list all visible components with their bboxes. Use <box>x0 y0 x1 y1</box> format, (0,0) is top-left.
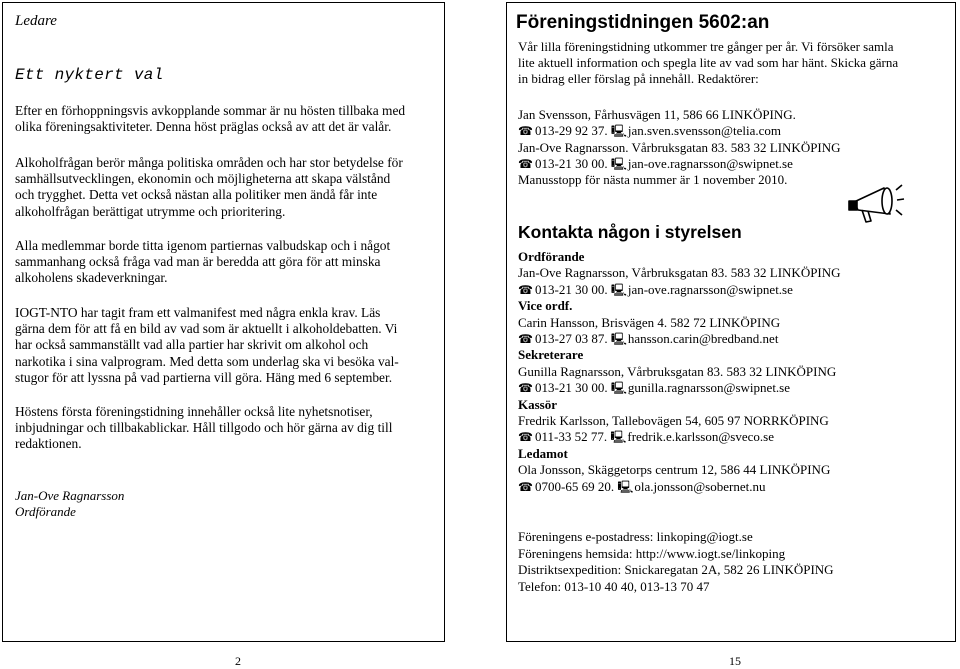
editor-email: jan-ove.ragnarsson@swipnet.se <box>627 155 793 171</box>
computer-icon: 🖳 <box>617 479 634 494</box>
association-website: Föreningens hemsida: http://www.iogt.se/linkoping <box>518 545 786 561</box>
editors-list <box>518 107 841 188</box>
board-address: Carin Hansson, Brisvägen 4. 582 72 LINKÖPING <box>518 314 781 330</box>
board-email: fredrik.e.karlsson@sveco.se <box>627 429 774 445</box>
board-list <box>518 249 841 495</box>
info-column <box>506 2 956 642</box>
board-phone: 013-21 30 00. <box>535 281 608 297</box>
board-email: gunilla.ragnarsson@swipnet.se <box>627 380 791 396</box>
board-title: Kontakta någon i styrelsen <box>518 222 742 242</box>
paragraph-2: Alkoholfrågan berör många politiska områden och har stor betydelse för samhällsutvecklingen, ekonomin och möjligheterna att skapa välstånd och trygghet. Detta vet också nästan alla politiker men ändå får inte alkoholfrågan berättigat utrymme och prioritering. <box>15 155 403 219</box>
computer-icon: 🖳 <box>610 332 627 347</box>
telephone-icon: ☎ <box>518 332 533 347</box>
editorial-column <box>2 2 445 642</box>
editor-address: Jan Svensson, Fårhusvägen 11, 586 66 LINKÖPING. <box>518 107 796 122</box>
signature-role: Ordförande <box>15 504 76 520</box>
computer-icon: 🖳 <box>610 282 627 297</box>
board-phone: 011-33 52 77. <box>535 429 608 445</box>
deadline-text: Manusstopp för nästa nummer är 1 november 2010. <box>518 172 788 188</box>
board-email: jan-ove.ragnarsson@swipnet.se <box>627 281 793 297</box>
board-address: Ola Jonsson, Skäggetorps centrum 12, 586 44 LINKÖPING <box>518 462 831 478</box>
page-number-right: 15 <box>729 654 741 668</box>
telephone-icon: ☎ <box>518 282 533 297</box>
signature-name: Jan-Ove Ragnarsson <box>15 488 125 503</box>
section-label: Ledare <box>15 13 57 29</box>
board-role: Ledamot <box>518 445 568 461</box>
megaphone-icon <box>846 180 906 226</box>
board-email: hansson.carin@bredband.net <box>627 331 779 347</box>
phone-numbers: Telefon: 013-10 40 40, 013-13 70 47 <box>518 578 710 594</box>
paragraph-3: Alla medlemmar borde titta igenom partiernas valbudskap och i något sammanhang också fråga vad man är beredda att göra för att minska alkoholens skadeverkningar. <box>15 238 391 286</box>
board-phone: 0700-65 69 20. <box>535 478 615 494</box>
editorial-title: Ett nyktert val <box>15 66 164 84</box>
telephone-icon: ☎ <box>518 124 533 139</box>
editor-phone: 013-29 92 37. <box>535 123 608 139</box>
association-email: Föreningens e-postadress: linkoping@iogt.se <box>518 529 753 544</box>
board-email: ola.jonsson@sobernet.nu <box>634 478 766 494</box>
telephone-icon: ☎ <box>518 156 533 171</box>
computer-icon: 🖳 <box>610 156 627 171</box>
computer-icon: 🖳 <box>610 430 627 445</box>
telephone-icon: ☎ <box>518 381 533 396</box>
editor-phone: 013-21 30 00. <box>535 155 608 171</box>
computer-icon: 🖳 <box>610 381 627 396</box>
telephone-icon: ☎ <box>518 479 533 494</box>
intro-text: Vår lilla föreningstidning utkommer tre gånger per år. Vi försöker samla lite aktuell information och spegla lite av vad som har hänt. Skicka gärna in bidrag eller förslag på innehåll. Redaktörer: <box>518 39 899 86</box>
board-role: Ordförande <box>518 249 585 264</box>
editor-address: Jan-Ove Ragnarsson. Vårbruksgatan 83. 583 32 LINKÖPING <box>518 139 841 155</box>
board-address: Fredrik Karlsson, Tallebovägen 54, 605 97 NORRKÖPING <box>518 413 829 429</box>
footer-contact <box>518 529 834 595</box>
paragraph-4: IOGT-NTO har tagit fram ett valmanifest med några enkla krav. Läs gärna dem för att få en bild av vad som är aktuellt i alkoholdebatten. Vi har också sammanställt vad alla partier har skrivit om alkohol och narkotika i sina valprogram. Med detta som underlag ska vi besöka val- stugor för att lyssna på vad partierna vill göra. Häng med 6 september. <box>15 305 399 385</box>
paragraph-5: Höstens första föreningstidning innehåller också lite nyhetsnotiser, inbjudningar och tillbakablickar. Håll tillgodo och hör gärna av dig till redaktionen. <box>15 404 393 452</box>
board-role: Kassör <box>518 396 557 412</box>
board-address: Jan-Ove Ragnarsson, Vårbruksgatan 83. 583 32 LINKÖPING <box>518 265 841 281</box>
newsletter-title: Föreningstidningen 5602:an <box>516 12 770 33</box>
page-number-left: 2 <box>235 654 241 668</box>
board-role: Sekreterare <box>518 347 584 363</box>
board-address: Gunilla Ragnarsson, Vårbruksgatan 83. 583 32 LINKÖPING <box>518 363 837 379</box>
editor-email: jan.sven.svensson@telia.com <box>627 123 781 139</box>
paragraph-1: Efter en förhoppningsvis avkopplande sommar är nu hösten tillbaka med olika föreningsaktiviteter. Denna höst präglas också av att det är valår. <box>15 103 406 135</box>
telephone-icon: ☎ <box>518 430 533 445</box>
signature <box>15 488 124 520</box>
board-phone: 013-27 03 87. <box>535 331 608 347</box>
board-role: Vice ordf. <box>518 298 573 314</box>
computer-icon: 🖳 <box>610 124 627 139</box>
district-office: Distriktsexpedition: Snickaregatan 2A, 582 26 LINKÖPING <box>518 562 834 577</box>
board-phone: 013-21 30 00. <box>535 380 608 396</box>
